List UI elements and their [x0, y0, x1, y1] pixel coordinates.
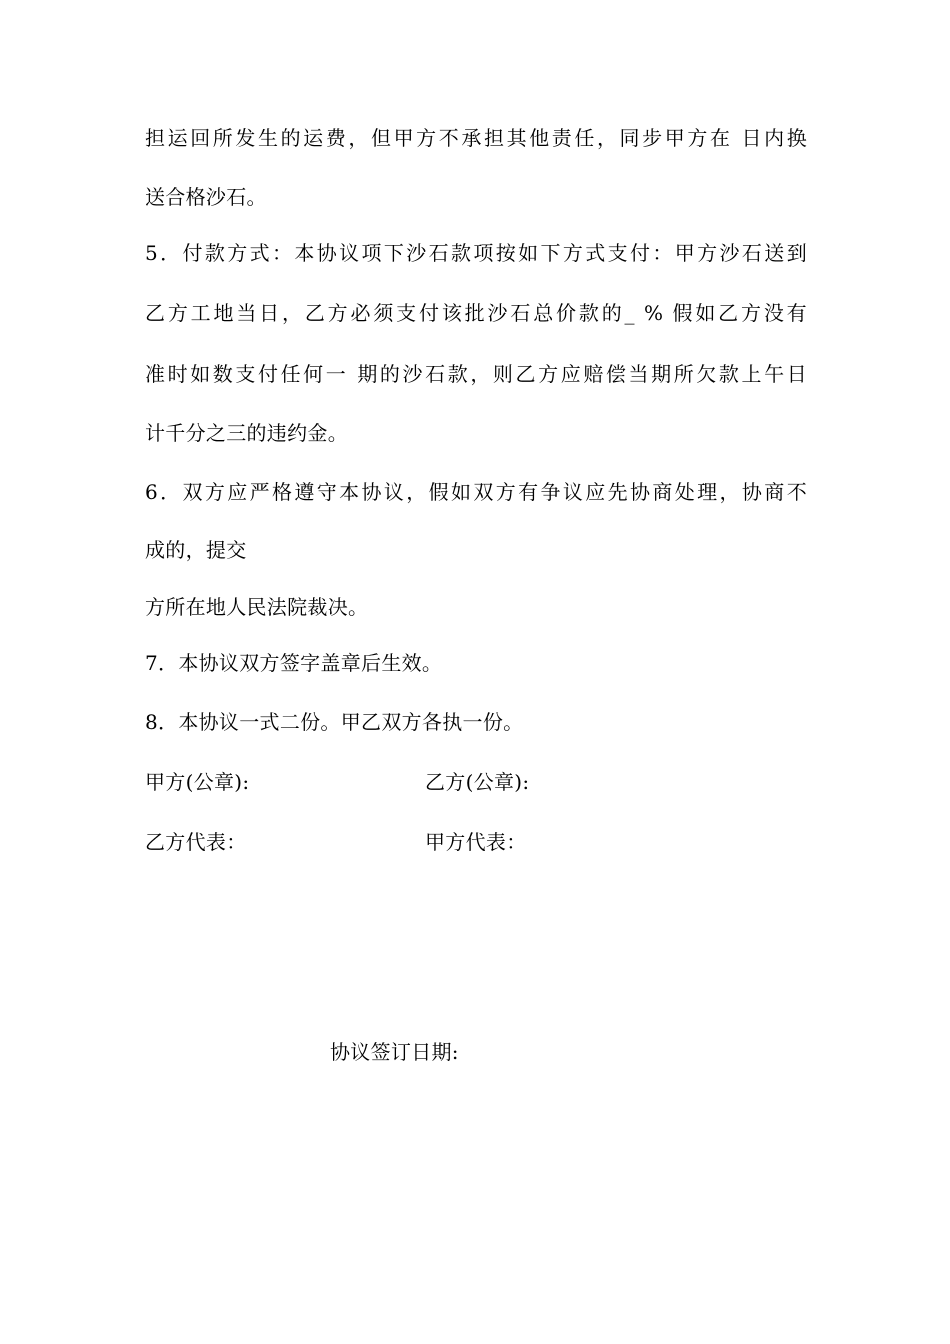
paragraph-line: 成的，提交 — [145, 538, 247, 562]
paragraph-line: 6．双方应严格遵守本协议，假如双方有争议应先协商处理，协商不 — [145, 480, 807, 504]
party-b-seal-label: 乙方(公章): — [425, 770, 530, 794]
paragraph-line: 8．本协议一式二份。甲乙双方各执一份。 — [145, 710, 524, 734]
paragraph-line: 计千分之三的违约金。 — [145, 421, 348, 445]
paragraph-line: 送合格沙石。 — [145, 185, 267, 209]
party-b-rep-label: 乙方代表： — [145, 830, 247, 854]
party-a-rep-label: 甲方代表： — [425, 830, 527, 854]
paragraph-line: 7．本协议双方签字盖章后生效。 — [145, 651, 443, 675]
paragraph-line: 担运回所发生的运费，但甲方不承担其他责任，同步甲方在 日内换 — [145, 126, 807, 150]
paragraph-line: 准时如数支付任何一 期的沙石款，则乙方应赔偿当期所欠款上午日 — [145, 362, 807, 386]
paragraph-line: 方所在地人民法院裁决。 — [145, 595, 369, 619]
party-a-seal-label: 甲方(公章): — [145, 770, 250, 794]
paragraph-line: 乙方工地当日，乙方必须支付该批沙石总价款的_ % 假如乙方没有 — [145, 301, 807, 325]
paragraph-line: 5．付款方式：本协议项下沙石款项按如下方式支付：甲方沙石送到 — [145, 241, 807, 265]
sign-date-label: 协议签订日期: — [330, 1040, 459, 1064]
